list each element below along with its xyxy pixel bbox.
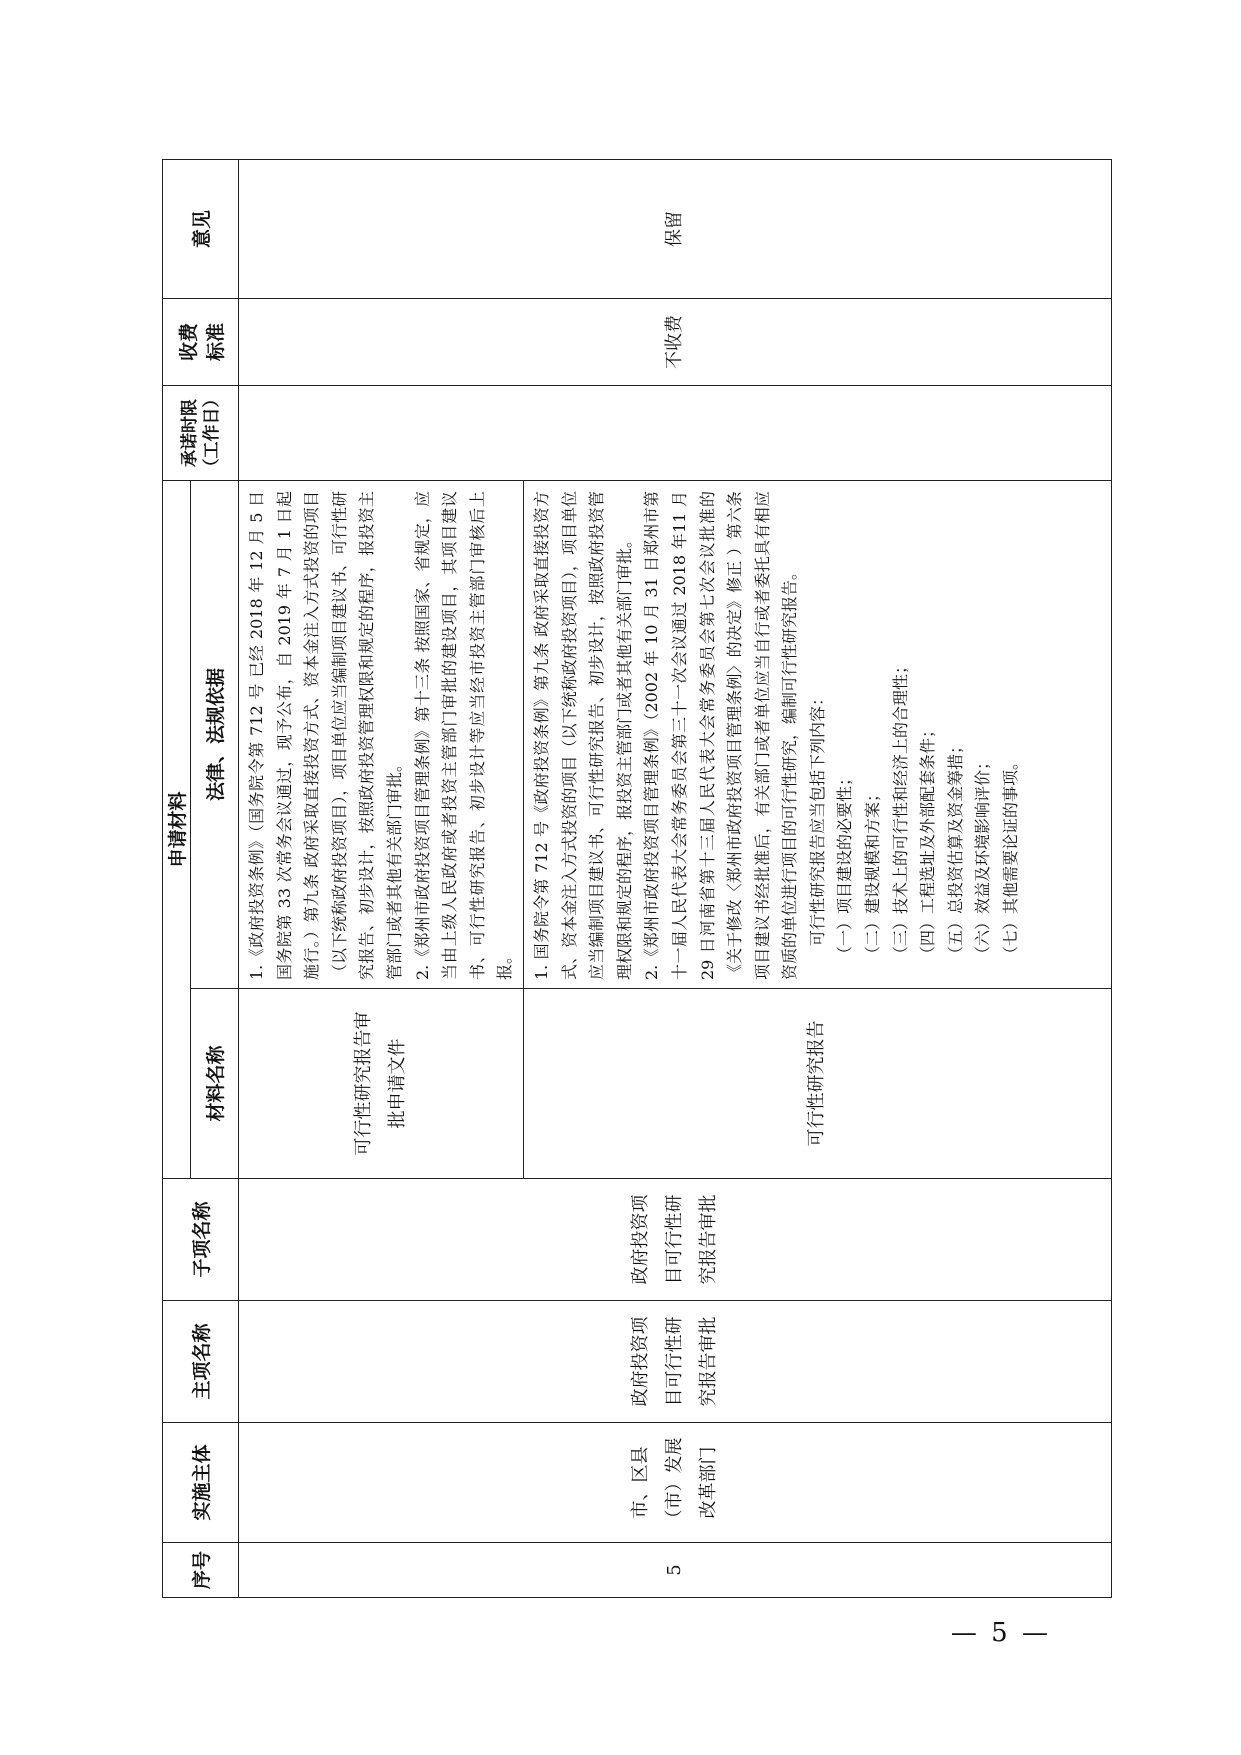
- content-item-4: （四）工程选址及外部配套条件；: [918, 721, 938, 962]
- content-item-1: （一）项目建设的必要性；: [835, 769, 855, 962]
- row-time-limit: [239, 385, 1112, 480]
- header-opinion: 意见: [163, 159, 239, 298]
- header-legal-basis: 法律、法规依据: [191, 480, 239, 988]
- header-sub-item: 子项名称: [163, 1179, 239, 1301]
- legal-basis-2-para-2: 2.《郑州市政府投资项目管理条例》（2002 年 10 月 31 日郑州市第十一届人民代表大会常务委员会第三十一次会议通过 2018 年11 月 29 日河南省第十三届人民代表大会常务委员会第七次会议批准的《关于修改〈郑州市政府投资项目管理条例〉的决定》修正 ）第六条 项目建议书经批准后，有关部门或者单位应当自行或者委托具有相应资质的单位进行项目的可行性研究，编制可行性研究报告。: [642, 490, 800, 980]
- header-implementer: 实施主体: [163, 1423, 239, 1543]
- legal-basis-2-intro: 可行性研究报告应当包括下列内容：: [807, 689, 827, 946]
- legal-basis-1-para-1: 1.《政府投资条例》（国务院令第 712 号 已经 2018 年 12 月 5 日国务院第 33 次常务会议通过，现予公布，自 2019 年 7 月 1 日起施行。）第九条 政府采取直接投资方式、资本金注入方式投资的项目（以下统称政府投资项目），项目单位应当编制项目建议书、可行性研究报告、初步设计，按照政府投资管理权限和规定的程序，报投资主管部门或者其他有关部门审批。: [247, 490, 404, 980]
- page-number: — 5 —: [950, 1618, 1051, 1648]
- row-fee: 不收费: [239, 298, 1112, 385]
- row-implementer: 市、区县（市）发展改革部门: [239, 1423, 1112, 1543]
- row-opinion: 保留: [239, 159, 1112, 298]
- content-item-6: （六）效益及环境影响评价；: [973, 753, 993, 962]
- header-main-item: 主项名称: [163, 1301, 239, 1423]
- row-main-item: 政府投资项目可行性研究报告审批: [239, 1301, 1112, 1423]
- header-seq: 序号: [163, 1543, 239, 1598]
- content-item-3: （三）技术上的可行性和经济上的合理性；: [890, 657, 910, 962]
- material-name-2: 可行性研究报告: [523, 989, 1111, 1179]
- legal-basis-2-para-1: 1. 国务院令第 712 号《政府投资条例》第九条 政府采取直接投资方式、资本金注入方式投资的项目（以下统称政府投资项目），项目单位应当编制项目建议书、可行性研究报告、初步设计，按照政府投资管理权限和规定的程序，报投资主管部门或者其他有关部门审批。: [531, 490, 634, 980]
- header-time-limit: 承诺时限（工作日）: [163, 385, 239, 480]
- legal-basis-1: [239, 480, 524, 988]
- approval-items-table: [162, 159, 1112, 1598]
- header-material-name: 材料名称: [191, 989, 239, 1179]
- row-sub-item: 政府投资项目可行性研究报告审批: [239, 1179, 1112, 1301]
- row-seq: 5: [239, 1543, 1112, 1598]
- content-item-2: （二）建设规模和方案；: [863, 785, 883, 962]
- header-fee-standard: 收费标准: [163, 298, 239, 385]
- rotated-table-wrapper: [162, 160, 1068, 1598]
- legal-basis-2: [523, 480, 1111, 988]
- content-item-7: （七）其他需要论证的事项。: [1001, 753, 1021, 962]
- header-materials: 申请材料: [163, 480, 191, 1178]
- material-name-1: 可行性研究报告审批申请文件: [239, 989, 524, 1179]
- content-item-5: （五）总投资估算及资金筹措；: [945, 737, 965, 962]
- legal-basis-1-para-2: 2.《郑州市政府投资项目管理条例》第十三条 按照国家、省规定，应当由上级人民政府或者投资主管部门审批的建设项目，其项目建议书、可行性研究报告、初步设计等应当经市投资主管部门审核后上报。: [412, 490, 515, 980]
